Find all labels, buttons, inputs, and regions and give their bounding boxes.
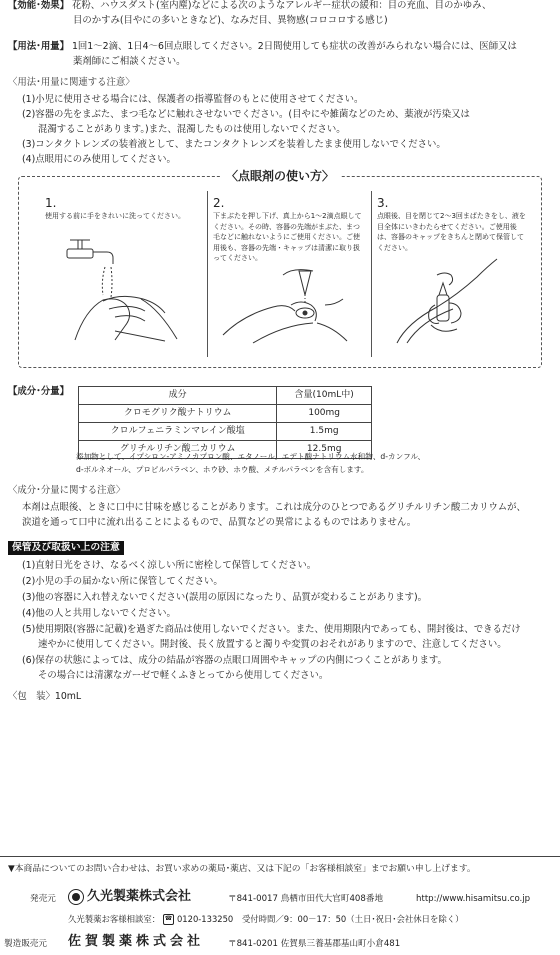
- storage-item-6-cont: その場合には清潔なガーゼで軽くふきとってから使用してください。: [38, 670, 329, 681]
- ingredient-notes-heading: 〈成分･分量に関する注意〉: [8, 485, 126, 496]
- dosage-notes-heading: 〈用法･用量に関連する注意〉: [8, 77, 135, 88]
- seller-logo: [68, 888, 191, 907]
- additives-line-2: d-ボルネオール、プロピルパラベン、ホウ砂、ホウ酸、メチルパラベンを含有します。: [76, 465, 369, 474]
- step-number: 2.: [213, 196, 225, 210]
- step-text: 下まぶたを押し下げ、真上から1～2滴点眼してください。その時、容器の先端がまぶた、まつ毛などに触れないようにご使用ください。ご使用後も、容器の先端・キャップは清潔に取り扱ってください。: [213, 212, 362, 262]
- seller-label: 発売元: [30, 894, 56, 904]
- storage-item-5-cont: 速やかに使用してください。開封後、長く放置すると濁りや変質のおそれがありますので、注意してください。: [38, 639, 507, 650]
- ingredient-note-2: 涙道を通って口中に流れ出ることによるもので、品質などの異常によるものではありません。: [22, 517, 417, 528]
- eye-drop-application-illustration: [213, 265, 353, 345]
- table-header-cell: 含量(10mL中): [277, 387, 372, 405]
- step-number: 3.: [377, 196, 389, 210]
- maker-label: 製造販売元: [4, 939, 47, 949]
- table-row: [79, 405, 372, 423]
- maker-name: 佐賀製薬株式会社: [68, 934, 205, 949]
- dosage-text-2: 薬剤師にご相談ください。: [73, 56, 186, 67]
- storage-item-4: (4)他の人と共用しないでください。: [22, 608, 176, 619]
- dosage-note-4: (4)点眼用にのみ使用してください。: [22, 154, 176, 165]
- howto-step-1: [45, 195, 195, 345]
- ingredients-label: 【成分･分量】: [8, 386, 69, 397]
- table-cell: 12.5mg: [277, 441, 372, 459]
- efficacy-label: 【効能･効果】: [8, 0, 69, 11]
- seller-address: 〒841-0017 鳥栖市田代大官町408番地: [228, 894, 384, 904]
- table-cell: クロモグリク酸ナトリウム: [79, 405, 277, 423]
- howto-title: 〈点眼剤の使い方〉: [220, 168, 340, 185]
- step-text: 点眼後、目を閉じて2～3回まばたきをし、液を目全体にいきわたらせてください。ご使用後は、容器のキャップをきちんと閉めて保管してください。: [377, 212, 526, 252]
- table-cell: 100mg: [277, 405, 372, 423]
- hand-washing-illustration: [45, 235, 185, 345]
- step-divider-2: [371, 191, 372, 357]
- efficacy-text-1: 花粉、ハウスダスト(室内塵)などによる次のようなアレルギー症状の緩和：目の充血、目のかゆみ、: [71, 0, 492, 11]
- dosage-note-1: (1)小児に使用させる場合には、保護者の指導監督のもとに使用させてください。: [22, 94, 364, 105]
- seller-url[interactable]: http://www.hisamitsu.co.jp: [416, 894, 531, 904]
- step-number: 1.: [45, 196, 57, 210]
- additives-line-1: 添加物として、イプシロン-アミノカプロン酸、エタノール、エデト酸ナトリウム水和物、d-カンフル、: [76, 452, 426, 461]
- step-text: 使用する前に手をきれいに洗ってください。: [45, 212, 185, 220]
- cap-closing-illustration: [377, 255, 517, 345]
- table-header-cell: 成分: [79, 387, 277, 405]
- inquiry-note: ▼本商品についてのお問い合わせは、お買い求めの薬局･薬店、又は下記の「お客様相談室」までお願い申し上げます。: [8, 864, 476, 874]
- hisamitsu-logo-icon: [68, 889, 84, 905]
- howto-step-3: [377, 195, 527, 345]
- table-cell: 1.5mg: [277, 423, 372, 441]
- table-row: [79, 423, 372, 441]
- consult-hours: 受付時間／9：00－17：50（土日･祝日･会社休日を除く）: [241, 914, 464, 924]
- howto-box: [18, 169, 542, 368]
- dosage-line-2: [73, 55, 552, 69]
- table-cell: クロルフェニラミンマレイン酸塩: [79, 423, 277, 441]
- consult-line: [68, 913, 464, 925]
- phone-icon: ☎: [163, 914, 174, 925]
- table-header-row: [79, 387, 372, 405]
- efficacy-line-2: [73, 14, 552, 28]
- dosage-label: 【用法･用量】: [8, 41, 69, 52]
- package-info: 〈包 装〉10mL: [8, 691, 82, 702]
- step-divider-1: [207, 191, 208, 357]
- consult-label: 久光製薬お客様相談室：: [68, 914, 161, 924]
- dosage-note-2-cont: 混濁することがあります。)また、混濁したものは使用しないでください。: [38, 124, 346, 135]
- storage-item-3: (3)他の容器に入れ替えないでください(誤用の原因になったり、品質が変わることがあります)。: [22, 592, 427, 603]
- storage-item-6: (6)保存の状態によっては、成分の結晶が容器の点眼口周囲やキャップの内側につくことがあります。: [22, 655, 447, 666]
- dosage-note-3: (3)コンタクトレンズの装着液として、またコンタクトレンズを装着したまま使用しないでください。: [22, 139, 446, 150]
- dosage-line-1: [8, 40, 552, 54]
- storage-item-1: (1)直射日光をさけ、なるべく涼しい所に密栓して保管してください。: [22, 560, 317, 571]
- ingredient-note-1: 本剤は点眼後、ときに口中に甘味を感じることがあります。これは成分のひとつであるグリチルリチン酸二カリウムが、: [22, 502, 526, 513]
- footer-divider: [0, 856, 560, 857]
- consult-tel: 0120-133250: [176, 914, 234, 924]
- storage-item-2: (2)小児の手の届かない所に保管してください。: [22, 576, 223, 587]
- efficacy-line-1: [8, 0, 552, 13]
- howto-step-2: [213, 195, 363, 345]
- ingredients-table: [78, 386, 372, 459]
- storage-item-5: (5)使用期限(容器に記載)を過ぎた商品は使用しないでください。また、使用期限内であっても、開封後は、できるだけ: [22, 624, 521, 635]
- seller-name: 久光製薬株式会社: [87, 889, 192, 904]
- table-cell: グリチルリチン酸二カリウム: [79, 441, 277, 459]
- efficacy-text-2: 目のかすみ(目やにの多いときなど)、なみだ目、異物感(コロコロする感じ): [73, 15, 388, 26]
- dosage-text-1: 1回1～2滴、1日4～6回点眼してください。2日間使用しても症状の改善がみられない場合には、医師又は: [71, 41, 517, 52]
- dosage-note-2: (2)容器の先をまぶた、まつ毛などに触れさせないでください。(目やにや雑菌などのため、薬液が汚染又は: [22, 109, 470, 120]
- storage-title: 保管及び取扱い上の注意: [8, 541, 124, 555]
- maker-address: 〒841-0201 佐賀県三養基郡基山町小倉481: [228, 939, 401, 949]
